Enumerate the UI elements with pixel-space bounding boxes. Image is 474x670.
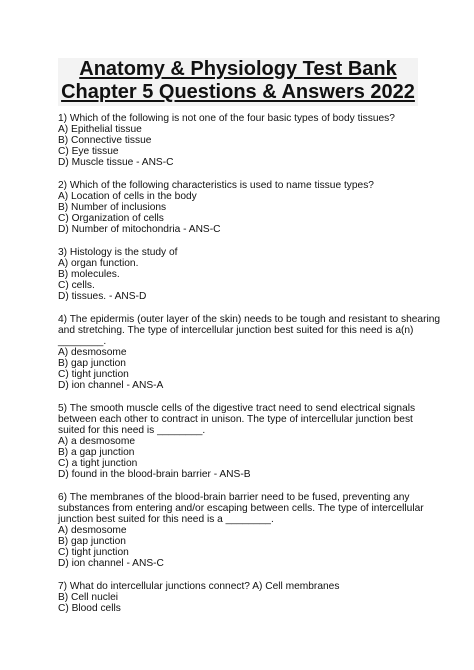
answer-option: C) a tight junction bbox=[58, 458, 138, 469]
question-text: 3) Histology is the study of bbox=[58, 247, 178, 258]
answer-option: D) ion channel - ANS-A bbox=[58, 380, 164, 391]
answer-option: C) tight junction bbox=[58, 547, 129, 558]
answer-option: B) molecules. bbox=[58, 269, 120, 280]
answer-option: C) Blood cells bbox=[58, 603, 121, 614]
question-7 bbox=[58, 581, 420, 614]
answer-option: D) found in the blood-brain barrier - ANS-B bbox=[58, 469, 251, 480]
answer-option: A) Location of cells in the body bbox=[58, 191, 197, 202]
answer-option: B) a gap junction bbox=[58, 447, 135, 458]
question-text: 1) Which of the following is not one of the four basic types of body tissues? bbox=[58, 113, 395, 124]
question-list bbox=[58, 113, 441, 626]
answer-option: D) Number of mitochondria - ANS-C bbox=[58, 224, 221, 235]
question-3 bbox=[58, 247, 420, 302]
answer-option: B) gap junction bbox=[58, 536, 126, 547]
question-text: 2) Which of the following characteristics is used to name tissue types? bbox=[58, 180, 374, 191]
question-text: 6) The membranes of the blood-brain barrier need to be fused, preventing any bbox=[58, 492, 410, 503]
question-6 bbox=[58, 492, 424, 569]
answer-option: D) ion channel - ANS-C bbox=[58, 558, 164, 569]
answer-option: C) cells. bbox=[58, 280, 95, 291]
question-text: ________. bbox=[58, 336, 107, 347]
answer-option: A) a desmosome bbox=[58, 436, 136, 447]
question-text: suited for this need is ________. bbox=[58, 425, 206, 436]
answer-option: A) desmosome bbox=[58, 525, 127, 536]
answer-option: B) Number of inclusions bbox=[58, 202, 167, 213]
question-2 bbox=[58, 180, 420, 235]
answer-option: C) Eye tissue bbox=[58, 146, 119, 157]
answer-option: C) Organization of cells bbox=[58, 213, 164, 224]
answer-option: A) organ function. bbox=[58, 258, 139, 269]
answer-option: B) Cell nuclei bbox=[58, 592, 119, 603]
question-text: 4) The epidermis (outer layer of the skin) needs to be tough and resistant to shearing bbox=[58, 314, 441, 325]
answer-option: A) desmosome bbox=[58, 347, 127, 358]
answer-option: B) Connective tissue bbox=[58, 135, 152, 146]
answer-option: A) Epithelial tissue bbox=[58, 124, 142, 135]
answer-option: C) tight junction bbox=[58, 369, 129, 380]
question-text: and stretching. The type of intercellular junction best suited for this need is a(n) bbox=[58, 325, 414, 336]
question-1 bbox=[58, 113, 420, 168]
document-title bbox=[58, 58, 418, 106]
question-5 bbox=[58, 403, 420, 480]
answer-option: D) tissues. - ANS-D bbox=[58, 291, 147, 302]
question-text: 5) The smooth muscle cells of the digestive tract need to send electrical signals bbox=[58, 403, 416, 414]
question-text: junction best suited for this need is a ________. bbox=[58, 514, 274, 525]
question-text: 7) What do intercellular junctions connect? A) Cell membranes bbox=[58, 581, 340, 592]
answer-option: D) Muscle tissue - ANS-C bbox=[58, 157, 174, 168]
title-line-1: Anatomy & Physiology Test Bank bbox=[79, 58, 397, 80]
question-4 bbox=[58, 314, 441, 391]
question-text: between each other to contract in unison. The type of intercellular junction best bbox=[58, 414, 413, 425]
question-text: substances from entering and/or escaping between cells. The type of intercellular bbox=[58, 503, 424, 514]
answer-option: B) gap junction bbox=[58, 358, 126, 369]
title-line-2: Chapter 5 Questions & Answers 2022 bbox=[61, 81, 415, 103]
